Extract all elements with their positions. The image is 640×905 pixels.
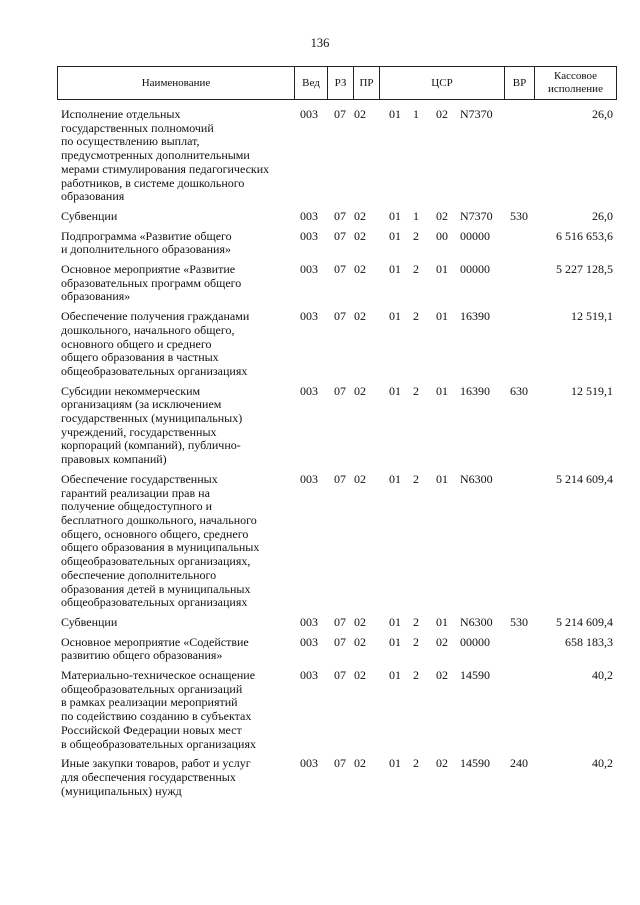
row-csr-event: 01 — [436, 309, 448, 324]
row-csr-event: 02 — [436, 107, 448, 121]
row-csr-program: 01 — [389, 383, 401, 398]
row-sum: 12 519,1 — [571, 309, 613, 324]
row-csr-program: 01 — [389, 668, 401, 683]
row-csr-program: 01 — [389, 614, 401, 629]
row-csr-event: 01 — [436, 383, 448, 398]
row-csr-direction: N6300 — [460, 471, 493, 486]
header-pr: ПР — [354, 67, 380, 99]
row-csr-direction: 16390 — [460, 383, 490, 398]
row-csr-direction: N6300 — [460, 614, 493, 629]
header-ved: Вед — [295, 67, 328, 99]
table-row — [0, 757, 640, 798]
row-rz: 07 — [334, 208, 346, 223]
row-csr-program: 01 — [389, 634, 401, 649]
row-csr-event: 01 — [436, 614, 448, 629]
row-csr-subprogram: 1 — [413, 208, 419, 223]
row-csr-program: 01 — [389, 262, 401, 277]
header-rz: РЗ — [328, 67, 354, 99]
table-row — [0, 230, 640, 257]
row-sum: 40,2 — [592, 756, 613, 771]
row-pr: 02 — [354, 634, 366, 649]
row-csr-subprogram: 2 — [413, 309, 419, 324]
row-csr-subprogram: 2 — [413, 383, 419, 398]
row-rz: 07 — [334, 107, 346, 121]
row-ved: 003 — [300, 634, 318, 649]
row-name: Субсидии некоммерческим организациям (за исключением государственных (муниципальных) учреждений, государственных корпораций (компаний), публично- правовых компаний) — [61, 383, 243, 467]
row-csr-event: 02 — [436, 756, 448, 771]
row-csr-subprogram: 2 — [413, 668, 419, 683]
header-vr: ВР — [505, 67, 535, 99]
table-row — [0, 473, 640, 610]
header-csr: ЦСР — [380, 67, 505, 99]
row-ved: 003 — [300, 471, 318, 486]
row-csr-event: 02 — [436, 208, 448, 223]
row-csr-program: 01 — [389, 471, 401, 486]
row-csr-event: 01 — [436, 262, 448, 277]
table-row — [0, 310, 640, 379]
row-csr-direction: N7370 — [460, 107, 493, 121]
row-sum: 5 214 609,4 — [556, 471, 613, 486]
row-csr-subprogram: 1 — [413, 107, 419, 121]
row-csr-subprogram: 2 — [413, 756, 419, 771]
row-vr: 630 — [510, 383, 528, 398]
row-csr-direction: 16390 — [460, 309, 490, 324]
row-rz: 07 — [334, 228, 346, 243]
row-pr: 02 — [354, 756, 366, 771]
row-csr-subprogram: 2 — [413, 228, 419, 243]
row-name: Подпрограмма «Развитие общего и дополнительного образования» — [61, 228, 232, 257]
row-rz: 07 — [334, 309, 346, 324]
row-csr-direction: 00000 — [460, 228, 490, 243]
row-pr: 02 — [354, 309, 366, 324]
row-name: Основное мероприятие «Содействие развитию общего образования» — [61, 634, 249, 663]
row-name: Иные закупки товаров, работ и услуг для обеспечения государственных (муниципальных) нужд — [61, 756, 251, 798]
row-csr-event: 00 — [436, 228, 448, 243]
row-sum: 40,2 — [592, 668, 613, 683]
row-csr-subprogram: 2 — [413, 262, 419, 277]
row-name: Исполнение отдельных государственных полномочий по осуществлению выплат, предусмотренных дополнительными мерами стимулирования педагогических работников, в системе дошкольного образования — [61, 107, 270, 204]
row-csr-subprogram: 2 — [413, 614, 419, 629]
row-csr-subprogram: 2 — [413, 634, 419, 649]
row-pr: 02 — [354, 471, 366, 486]
row-ved: 003 — [300, 228, 318, 243]
row-sum: 12 519,1 — [571, 383, 613, 398]
row-sum: 6 516 653,6 — [556, 228, 613, 243]
row-csr-direction: N7370 — [460, 208, 493, 223]
row-name: Основное мероприятие «Развитие образовательных программ общего образования» — [61, 262, 242, 304]
row-rz: 07 — [334, 614, 346, 629]
row-pr: 02 — [354, 383, 366, 398]
table-row — [0, 210, 640, 224]
table-row — [0, 636, 640, 663]
row-pr: 02 — [354, 208, 366, 223]
row-pr: 02 — [354, 107, 366, 121]
page-number: 136 — [310, 36, 330, 50]
row-name: Материально-техническое оснащение общеобразовательных организаций в рамках реализации мероприятий по содействию созданию в субъектах Российской Федерации новых мест в общеобразовательных организациях — [61, 668, 256, 751]
row-ved: 003 — [300, 208, 318, 223]
row-pr: 02 — [354, 228, 366, 243]
table-row — [0, 669, 640, 751]
row-ved: 003 — [300, 614, 318, 629]
table-row — [0, 108, 640, 204]
row-csr-direction: 00000 — [460, 634, 490, 649]
row-csr-event: 01 — [436, 471, 448, 486]
row-csr-event: 02 — [436, 668, 448, 683]
row-sum: 658 183,3 — [565, 634, 613, 649]
row-pr: 02 — [354, 262, 366, 277]
row-sum: 5 227 128,5 — [556, 262, 613, 277]
table-row — [0, 263, 640, 304]
row-vr: 240 — [510, 756, 528, 771]
row-csr-program: 01 — [389, 756, 401, 771]
row-name: Субвенции — [61, 614, 118, 629]
row-csr-direction: 14590 — [460, 756, 490, 771]
row-csr-program: 01 — [389, 208, 401, 223]
row-name: Обеспечение получения гражданами дошкольного, начального общего, основного общего и среднего общего образования в частных общеобразовательных организациях — [61, 309, 250, 378]
row-name: Обеспечение государственных гарантий реализации прав на получение общедоступного и бесплатного дошкольного, начального общего, основного общего, среднего общего образования в муниципальных общеобразовательных организациях, обеспечение дополнительного образования детей в муниципальных общеобразовательных организациях — [61, 471, 260, 610]
row-rz: 07 — [334, 471, 346, 486]
row-rz: 07 — [334, 262, 346, 277]
table-header — [57, 66, 617, 100]
row-vr: 530 — [510, 614, 528, 629]
row-csr-direction: 00000 — [460, 262, 490, 277]
row-csr-program: 01 — [389, 107, 401, 121]
row-ved: 003 — [300, 107, 318, 121]
row-csr-direction: 14590 — [460, 668, 490, 683]
row-ved: 003 — [300, 668, 318, 683]
row-name: Субвенции — [61, 208, 118, 223]
row-rz: 07 — [334, 668, 346, 683]
header-sum: Кассовое исполнение — [548, 70, 603, 95]
row-csr-subprogram: 2 — [413, 471, 419, 486]
budget-table-body — [0, 108, 640, 804]
row-pr: 02 — [354, 668, 366, 683]
row-csr-program: 01 — [389, 228, 401, 243]
table-row — [0, 385, 640, 467]
table-row — [0, 616, 640, 630]
row-ved: 003 — [300, 262, 318, 277]
row-sum: 26,0 — [592, 208, 613, 223]
row-ved: 003 — [300, 756, 318, 771]
row-vr: 530 — [510, 208, 528, 223]
row-ved: 003 — [300, 309, 318, 324]
row-csr-event: 02 — [436, 634, 448, 649]
row-ved: 003 — [300, 383, 318, 398]
header-name: Наименование — [58, 67, 295, 99]
row-rz: 07 — [334, 383, 346, 398]
row-sum: 5 214 609,4 — [556, 614, 613, 629]
row-pr: 02 — [354, 614, 366, 629]
row-rz: 07 — [334, 634, 346, 649]
row-sum: 26,0 — [592, 107, 613, 121]
row-csr-program: 01 — [389, 309, 401, 324]
row-rz: 07 — [334, 756, 346, 771]
